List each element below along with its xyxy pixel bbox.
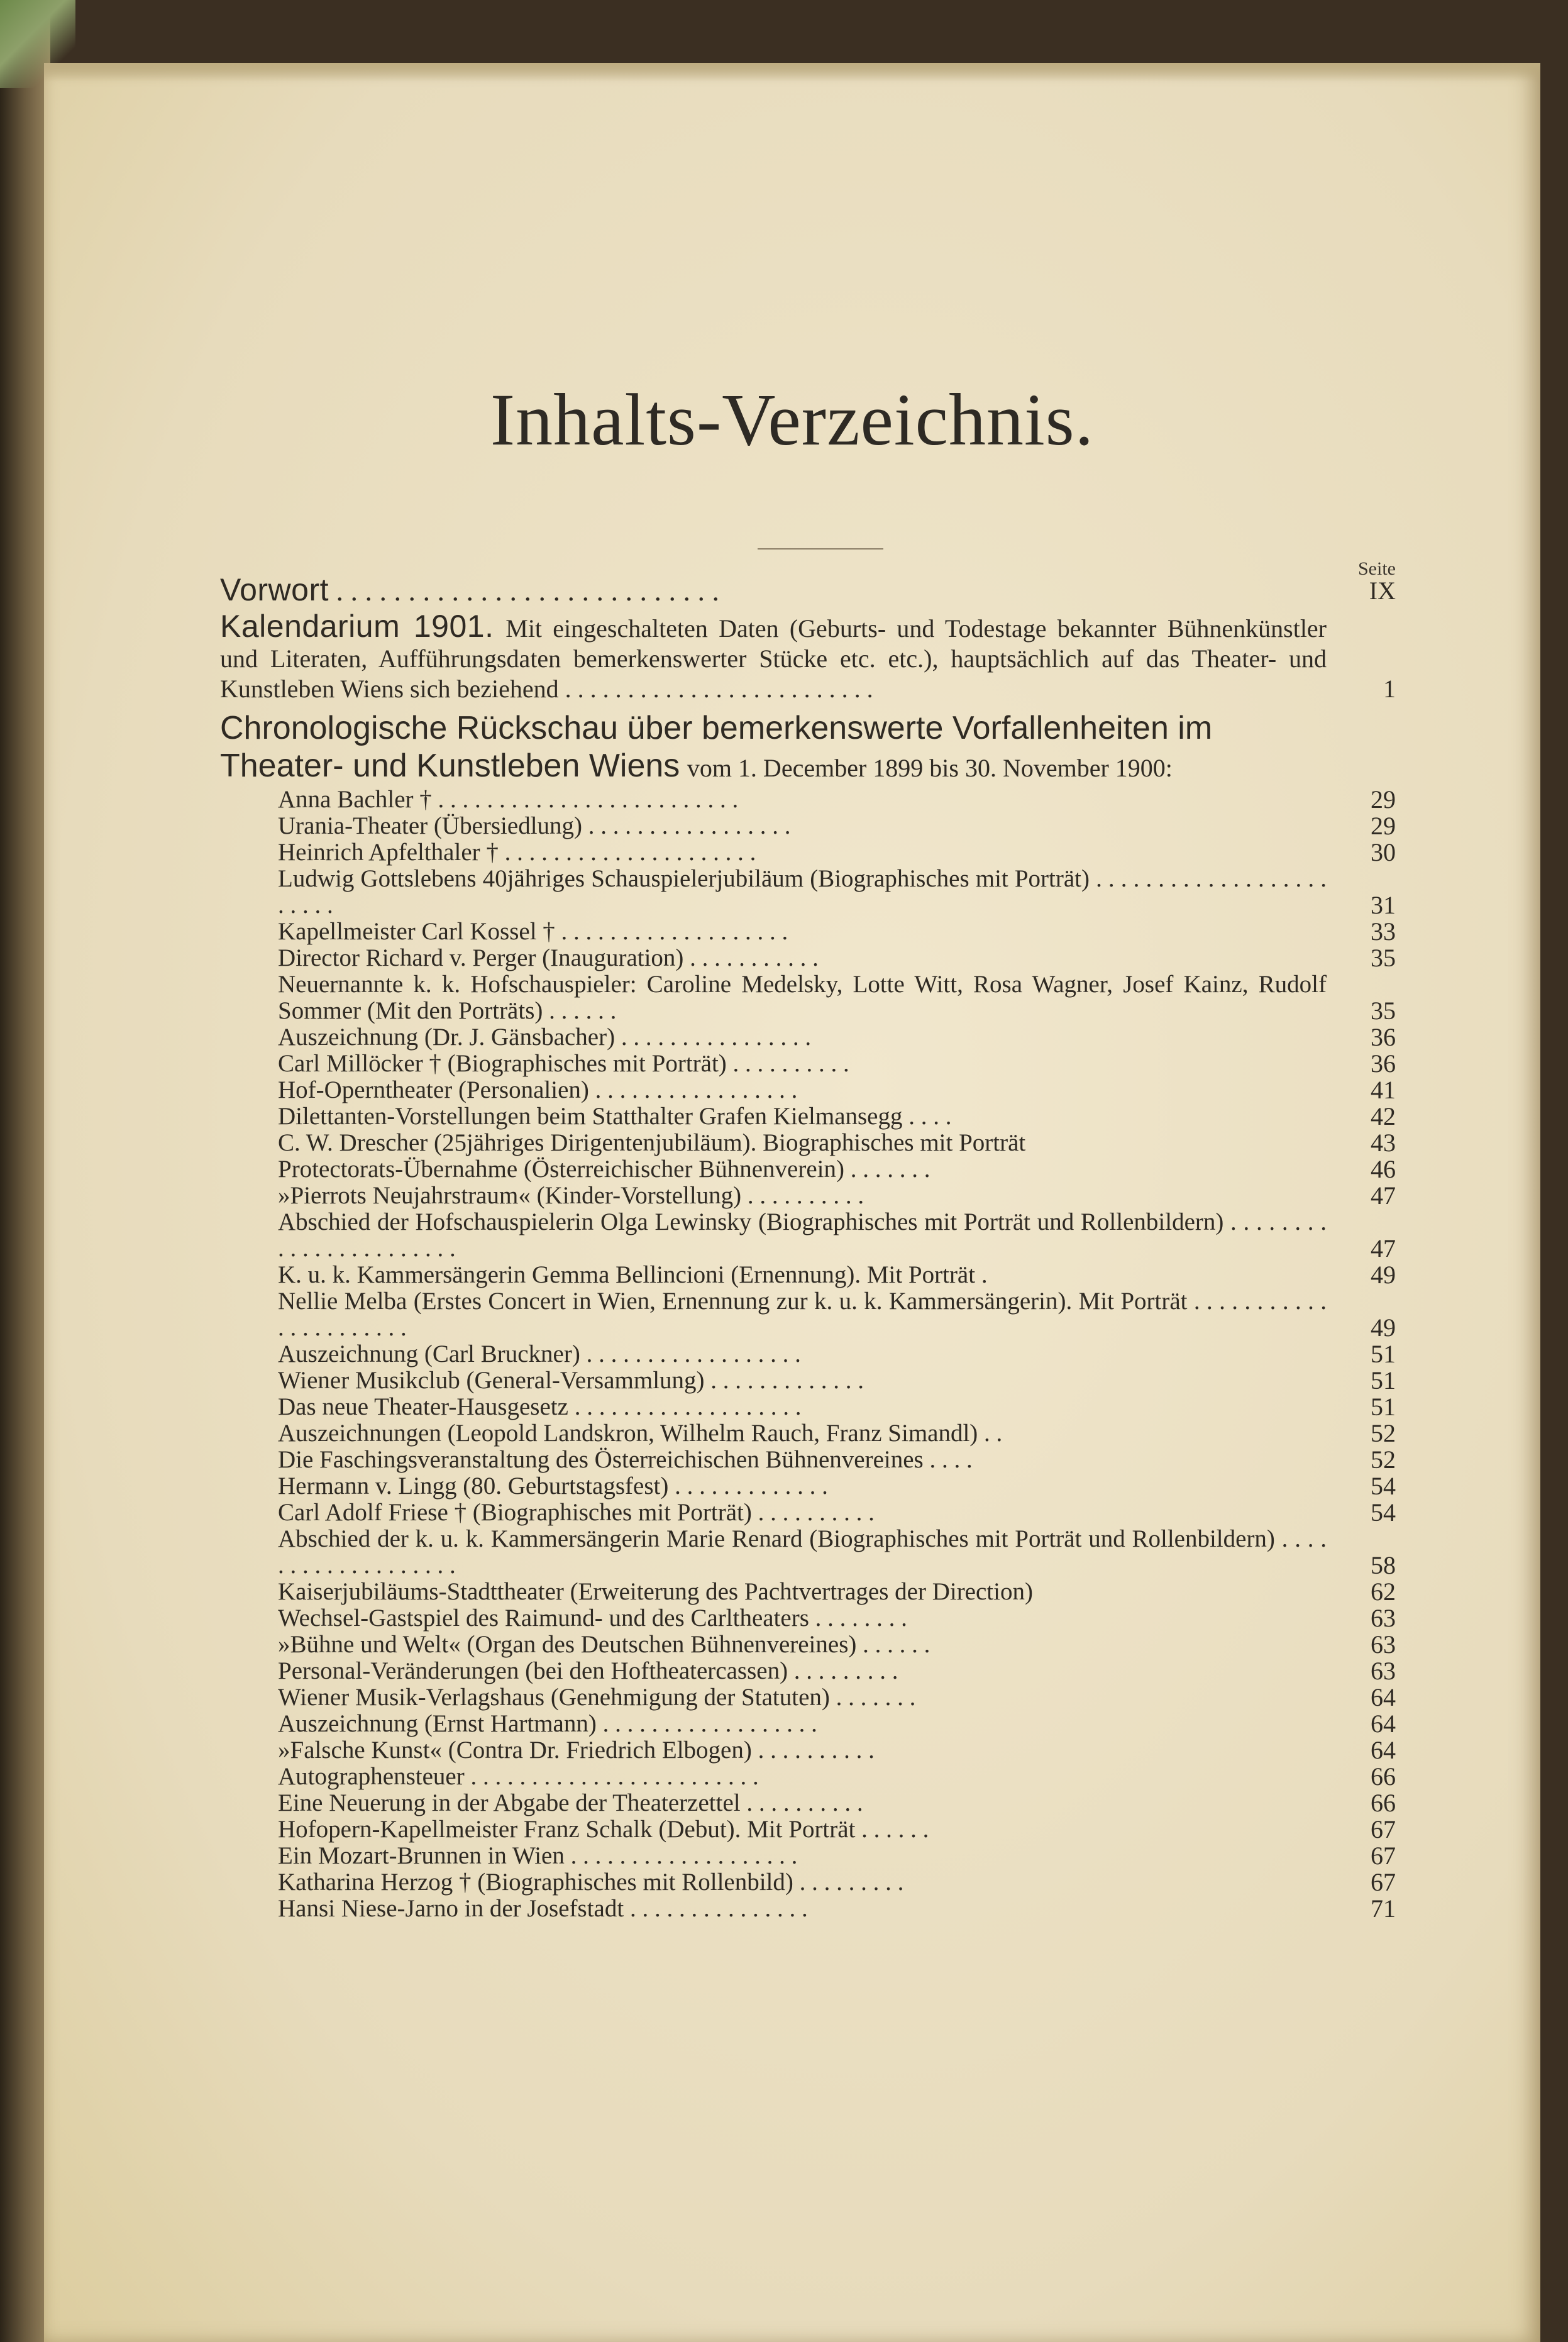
toc-subentry xyxy=(278,1130,1396,1156)
toc-subentry xyxy=(278,971,1396,1024)
toc-subentry-title: Eine Neuerung in der Abgabe der Theaterzettel . . . . . . . . . . xyxy=(278,1789,863,1816)
toc-entry-heading: Vorwort xyxy=(220,572,329,607)
toc-subentry-title: Kaiserjubiläums-Stadttheater (Erweiterung des Pachtvertrages der Direction) xyxy=(278,1578,1033,1605)
toc-page-number: 66 xyxy=(1371,1762,1396,1791)
toc-subentry xyxy=(278,1209,1396,1262)
toc-subentry-title: Personal-Veränderungen (bei den Hoftheatercassen) . . . . . . . . . xyxy=(278,1657,898,1684)
toc-page-number: 64 xyxy=(1371,1683,1396,1711)
toc-subentry xyxy=(278,1156,1396,1183)
toc-page-number: 30 xyxy=(1371,838,1396,866)
toc-page-number: 52 xyxy=(1371,1445,1396,1474)
toc-subentry-title: Auszeichnung (Carl Bruckner) . . . . . . . . . . . . . . . . . . xyxy=(278,1340,801,1367)
toc-page-number: 51 xyxy=(1371,1366,1396,1395)
toc-subentry xyxy=(278,1658,1396,1684)
toc-subentry xyxy=(278,1394,1396,1420)
toc-subentry-title: »Bühne und Welt« (Organ des Deutschen Bühnenvereines) . . . . . . xyxy=(278,1631,930,1658)
toc-subentry xyxy=(278,1500,1396,1526)
toc-subentry xyxy=(278,1816,1396,1843)
toc-subentry-title: Wiener Musikclub (General-Versammlung) . . . . . . . . . . . . . xyxy=(278,1367,864,1394)
toc-subentry xyxy=(278,1367,1396,1394)
toc-page-number: 63 xyxy=(1371,1604,1396,1632)
toc-subentry-title: Ludwig Gottslebens 40jähriges Schauspielerjubiläum (Biographisches mit Porträt) . . . . . . . . . . . . . . . . . . . . . . . . xyxy=(278,865,1327,919)
toc-subentry-title: Hofopern-Kapellmeister Franz Schalk (Debut). Mit Porträt . . . . . . xyxy=(278,1816,929,1843)
toc-subentry-title: Kapellmeister Carl Kossel † . . . . . . . . . . . . . . . . . . . xyxy=(278,918,788,945)
toc-page-number: 47 xyxy=(1371,1181,1396,1210)
toc-section-heading: Chronologische Rückschau über bemerkenswerte Vorfallenheiten im Theater- und Kunstleben Wiens xyxy=(220,710,1213,784)
toc-page-number: 63 xyxy=(1371,1657,1396,1685)
toc-page-number: 67 xyxy=(1371,1842,1396,1870)
toc-page-number: 1 xyxy=(1383,675,1396,703)
toc-subentry-title: Heinrich Apfelthaler † . . . . . . . . . . . . . . . . . . . . . xyxy=(278,839,756,866)
toc-subentry xyxy=(278,1077,1396,1103)
toc-page-number: 54 xyxy=(1371,1472,1396,1500)
book-spine-edge xyxy=(0,0,50,2342)
toc-subentry xyxy=(278,1341,1396,1367)
toc-subentry xyxy=(278,1447,1396,1473)
toc-page-number: 31 xyxy=(1371,891,1396,919)
page-title: Inhalts-Verzeichnis. xyxy=(490,378,1095,461)
toc-subentry xyxy=(278,1183,1396,1209)
toc-page-number: 63 xyxy=(1371,1630,1396,1659)
book-page xyxy=(44,63,1540,2342)
toc-subentry xyxy=(278,1420,1396,1447)
toc-subentry-title: Nellie Melba (Erstes Concert in Wien, Ernennung zur k. u. k. Kammersängerin). Mit Porträt . . . . . . . . . . . . . . . . . . . . . . xyxy=(278,1288,1327,1341)
toc-page-number: 58 xyxy=(1371,1551,1396,1579)
toc-subentry xyxy=(278,1632,1396,1658)
toc-subentry xyxy=(278,1843,1396,1869)
toc-subentry-title: Wechsel-Gastspiel des Raimund- und des Carltheaters . . . . . . . . xyxy=(278,1605,907,1632)
toc-subentry-title: Hermann v. Lingg (80. Geburtstagsfest) . . . . . . . . . . . . . xyxy=(278,1472,828,1500)
toc-subentry-title: Autographensteuer . . . . . . . . . . . . . . . . . . . . . . . . xyxy=(278,1763,759,1790)
toc-page-number: 29 xyxy=(1371,785,1396,814)
toc-subentry-title: Auszeichnung (Dr. J. Gänsbacher) . . . . . . . . . . . . . . . . xyxy=(278,1024,812,1051)
toc-subentry xyxy=(278,1579,1396,1605)
toc-subentry xyxy=(278,1737,1396,1764)
toc-subentry-title: Carl Millöcker † (Biographisches mit Porträt) . . . . . . . . . . xyxy=(278,1050,849,1077)
toc-subentry-title: Das neue Theater-Hausgesetz . . . . . . . . . . . . . . . . . . . xyxy=(278,1393,802,1420)
toc-subentry-title: Neuernannte k. k. Hofschauspieler: Caroline Medelsky, Lotte Witt, Rosa Wagner, Josef Kainz, Rudolf Sommer (Mit den Porträts) . . . . . . xyxy=(278,971,1327,1024)
toc-subentry xyxy=(278,1473,1396,1500)
toc-entry-vorwort: Vorwort . . . . . . . . . . . . . . . . . . . . . . . . . . . IX xyxy=(220,572,1396,607)
toc-subentry-title: Anna Bachler † . . . . . . . . . . . . . . . . . . . . . . . . . xyxy=(278,786,739,813)
toc-subentry xyxy=(278,1764,1396,1790)
toc-subentry-title: »Pierrots Neujahrstraum« (Kinder-Vorstellung) . . . . . . . . . . xyxy=(278,1182,864,1209)
toc-subentry-title: Director Richard v. Perger (Inauguration) . . . . . . . . . . . xyxy=(278,944,819,971)
toc-subentry-title: Wiener Musik-Verlagshaus (Genehmigung der Statuten) . . . . . . . xyxy=(278,1684,916,1711)
toc-subentry-title: »Falsche Kunst« (Contra Dr. Friedrich Elbogen) . . . . . . . . . . xyxy=(278,1737,875,1764)
toc-subentry xyxy=(278,1103,1396,1130)
title-divider xyxy=(758,548,883,550)
toc-subentry-title: Urania-Theater (Übersiedlung) . . . . . . . . . . . . . . . . . xyxy=(278,812,791,839)
toc-subentry xyxy=(278,839,1396,866)
toc-entry-description: Mit eingeschalteten Daten (Geburts- und Todestage bekannter Bühnenkünstler und Literaten, Aufführungsdaten bemerkenswerter Stücke etc. etc.), hauptsächlich auf das Theater- und Kunstleben Wiens sich beziehend . . . . . . . . . . . . . . . . . . . . . . . . . xyxy=(220,614,1327,703)
toc-subentry xyxy=(278,866,1396,919)
toc-subentry-title: Hof-Operntheater (Personalien) . . . . . . . . . . . . . . . . . xyxy=(278,1076,798,1103)
toc-subentry xyxy=(278,1684,1396,1711)
toc-subentry xyxy=(278,1790,1396,1816)
toc-subentry-title: Dilettanten-Vorstellungen beim Statthalter Grafen Kielmansegg . . . . xyxy=(278,1103,952,1130)
toc-page-number: 35 xyxy=(1371,997,1396,1025)
toc-subentry-title: K. u. k. Kammersängerin Gemma Bellincioni (Ernennung). Mit Porträt . xyxy=(278,1261,988,1288)
toc-section-chronik xyxy=(220,710,1396,787)
toc-page-number: 64 xyxy=(1371,1710,1396,1738)
toc-page-number: 36 xyxy=(1371,1049,1396,1078)
page-top-edge xyxy=(44,63,1540,82)
toc-page-number: 36 xyxy=(1371,1023,1396,1051)
toc-subentry-title: Die Faschingsveranstaltung des Österreichischen Bühnenvereines . . . . xyxy=(278,1446,973,1473)
toc-subentry-title: Auszeichnungen (Leopold Landskron, Wilhelm Rauch, Franz Simandl) . . xyxy=(278,1420,1003,1447)
page-column-label: Seite xyxy=(1358,558,1396,579)
toc-page-number: 29 xyxy=(1371,812,1396,840)
toc-subentry xyxy=(278,1869,1396,1896)
toc-subentry-title: Hansi Niese-Jarno in der Josefstadt . . . . . . . . . . . . . . . xyxy=(278,1895,808,1922)
toc-subentry-title: Katharina Herzog † (Biographisches mit Rollenbild) . . . . . . . . . xyxy=(278,1869,904,1896)
toc-subentry-title: Auszeichnung (Ernst Hartmann) . . . . . . . . . . . . . . . . . . xyxy=(278,1710,817,1737)
toc-page-number: 49 xyxy=(1371,1261,1396,1289)
toc-page-number: 43 xyxy=(1371,1129,1396,1157)
toc-subentry xyxy=(278,919,1396,945)
toc-page-number: 33 xyxy=(1371,917,1396,946)
toc-subentry xyxy=(278,1896,1396,1922)
toc-page-number: 35 xyxy=(1371,944,1396,972)
toc-page-number: 47 xyxy=(1371,1234,1396,1262)
toc-page-number: 67 xyxy=(1371,1815,1396,1843)
toc-subentry-title: Abschied der k. u. k. Kammersängerin Marie Renard (Biographisches mit Porträt und Rollenbildern) . . . . . . . . . . . . . . . . . . . xyxy=(278,1525,1327,1579)
toc-subentry-title: Protectorats-Übernahme (Österreichischer Bühnenverein) . . . . . . . xyxy=(278,1156,930,1183)
toc-page-number: 71 xyxy=(1371,1894,1396,1923)
toc-subentry xyxy=(278,945,1396,971)
toc-entry-heading: Kalendarium 1901. xyxy=(220,609,494,644)
toc-subentry xyxy=(278,1024,1396,1051)
toc-subentry xyxy=(278,1711,1396,1737)
toc-page-number: 62 xyxy=(1371,1577,1396,1606)
toc-entry-kalendarium xyxy=(220,609,1396,704)
toc-page-number: 54 xyxy=(1371,1498,1396,1527)
toc-subentry xyxy=(278,1288,1396,1341)
table-of-contents xyxy=(220,572,1396,1923)
toc-page-number: 64 xyxy=(1371,1736,1396,1764)
toc-page-number: 49 xyxy=(1371,1313,1396,1342)
toc-subentry xyxy=(278,1051,1396,1077)
toc-subentry-title: Ein Mozart-Brunnen in Wien . . . . . . . . . . . . . . . . . . . xyxy=(278,1842,798,1869)
toc-page-number: IX xyxy=(1369,577,1396,605)
toc-page-number: 67 xyxy=(1371,1868,1396,1896)
toc-subentry-list xyxy=(220,787,1396,1922)
toc-section-description: vom 1. December 1899 bis 30. November 1900: xyxy=(687,754,1173,782)
toc-page-number: 42 xyxy=(1371,1102,1396,1130)
toc-subentry xyxy=(278,1262,1396,1288)
toc-subentry xyxy=(278,787,1396,813)
toc-subentry-title: C. W. Drescher (25jähriges Dirigentenjubiläum). Biographisches mit Porträt xyxy=(278,1129,1026,1156)
toc-page-number: 66 xyxy=(1371,1789,1396,1817)
toc-subentry xyxy=(278,1605,1396,1632)
toc-subentry-title: Abschied der Hofschauspielerin Olga Lewinsky (Biographisches mit Porträt und Rollenbildern) . . . . . . . . . . . . . . . . . . . . . . . xyxy=(278,1208,1327,1262)
toc-subentry xyxy=(278,813,1396,839)
toc-page-number: 51 xyxy=(1371,1393,1396,1421)
toc-subentry-title: Carl Adolf Friese † (Biographisches mit Porträt) . . . . . . . . . . xyxy=(278,1499,875,1526)
toc-page-number: 51 xyxy=(1371,1340,1396,1368)
toc-page-number: 46 xyxy=(1371,1155,1396,1183)
toc-subentry xyxy=(278,1526,1396,1579)
toc-page-number: 52 xyxy=(1371,1419,1396,1447)
toc-page-number: 41 xyxy=(1371,1076,1396,1104)
